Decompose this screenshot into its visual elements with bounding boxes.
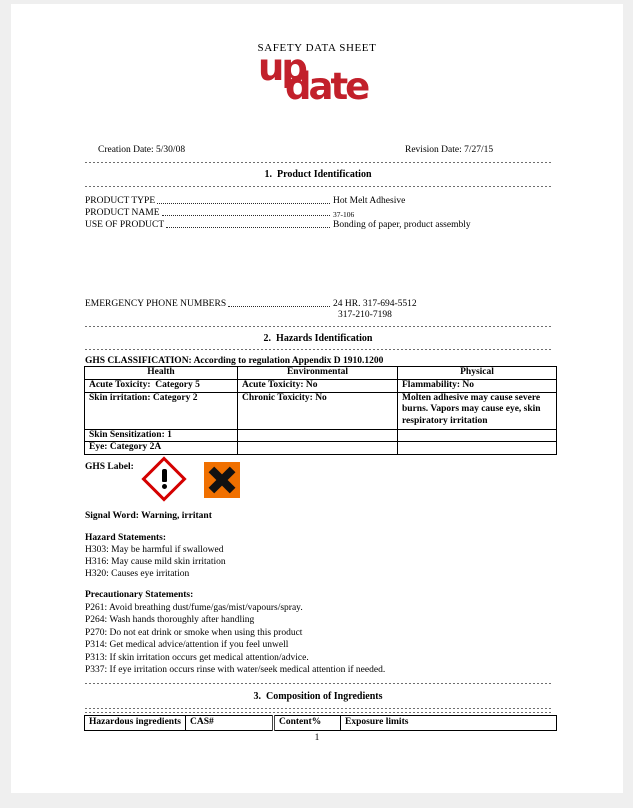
creation-date: Creation Date: 5/30/08 bbox=[98, 145, 186, 155]
use-of-product-row bbox=[85, 218, 551, 230]
cell: Skin Sensitization: 1 bbox=[85, 429, 238, 442]
table-row bbox=[85, 429, 557, 442]
ghs-classification-line: GHS CLASSIFICATION: According to regulation Appendix D 1910.1200 bbox=[85, 356, 384, 366]
table-header-row bbox=[85, 716, 557, 731]
product-type-value: Hot Melt Adhesive bbox=[333, 196, 406, 206]
precautionary-statements-title: Precautionary Statements: bbox=[85, 590, 194, 600]
sds-document-page bbox=[11, 4, 623, 793]
dashed-separator bbox=[85, 349, 552, 350]
emergency-phone-row bbox=[85, 297, 551, 309]
composition-table bbox=[84, 715, 557, 731]
table-row bbox=[85, 392, 557, 429]
cell bbox=[238, 429, 398, 442]
product-type-row bbox=[85, 194, 551, 206]
table-header-row bbox=[85, 367, 557, 380]
section-3-heading: 3. Composition of Ingredients bbox=[253, 691, 383, 702]
precautionary-statement: P313: If skin irritation occurs get medical attention/advice. bbox=[85, 652, 309, 663]
dotted-leader bbox=[162, 215, 330, 216]
dashed-separator bbox=[85, 186, 552, 187]
dashed-separator bbox=[85, 162, 552, 163]
emergency-phone-2: 317-210-7198 bbox=[338, 310, 392, 320]
signal-word-line: Signal Word: Warning, irritant bbox=[85, 511, 212, 521]
emergency-phone-label: EMERGENCY PHONE NUMBERS bbox=[85, 299, 227, 309]
cell: Acute Toxicity: Category 5 bbox=[85, 379, 238, 392]
product-name-label: PRODUCT NAME bbox=[85, 208, 160, 218]
dashed-separator bbox=[85, 712, 552, 713]
use-of-product-label: USE OF PRODUCT bbox=[85, 220, 165, 230]
hazard-statement: H320: Causes eye irritation bbox=[85, 569, 190, 579]
precautionary-statement: P264: Wash hands thoroughly after handling bbox=[85, 615, 255, 625]
logo-text-up: up bbox=[258, 46, 305, 89]
cell: Eye: Category 2A bbox=[85, 442, 238, 455]
logo-text-date: date bbox=[285, 65, 368, 108]
doc-title: SAFETY DATA SHEET bbox=[257, 42, 377, 54]
precautionary-statements-block bbox=[85, 589, 551, 677]
dotted-leader bbox=[157, 203, 330, 204]
dotted-leader bbox=[166, 227, 330, 228]
section-1-heading: 1. Product Identification bbox=[264, 169, 372, 180]
col-health: Health bbox=[85, 367, 238, 380]
cell bbox=[398, 429, 557, 442]
emergency-phone-rows bbox=[85, 297, 551, 321]
col-cas: CAS# bbox=[186, 716, 274, 731]
dotted-leader bbox=[228, 306, 330, 307]
col-content-percent: Content% bbox=[274, 716, 341, 731]
exclamation-mark-diamond-icon bbox=[141, 456, 186, 501]
page-number: 1 bbox=[314, 733, 320, 743]
use-of-product-value: Bonding of paper, product assembly bbox=[333, 220, 471, 230]
ghs-classification-table bbox=[84, 366, 557, 455]
product-type-label: PRODUCT TYPE bbox=[85, 196, 156, 206]
revision-date: Revision Date: 7/27/15 bbox=[405, 145, 494, 155]
table-row bbox=[85, 379, 557, 392]
cell: Molten adhesive may cause severe burns. Vapors may cause eye, skin respiratory irritation bbox=[398, 392, 557, 429]
precautionary-statement: P337: If eye irritation occurs rinse with water/seek medical attention if needed. bbox=[85, 665, 386, 675]
precautionary-statement: P314: Get medical advice/attention if you feel unwell bbox=[85, 640, 289, 650]
product-name-row bbox=[85, 206, 551, 218]
col-hazardous-ingredients: Hazardous ingredients bbox=[85, 716, 186, 731]
cell: Acute Toxicity: No bbox=[238, 379, 398, 392]
cell: Flammability: No bbox=[398, 379, 557, 392]
ghs-label-block bbox=[85, 452, 551, 514]
dashed-separator bbox=[85, 708, 552, 709]
section-2-heading: 2. Hazards Identification bbox=[263, 333, 373, 344]
exclamation-glyph bbox=[151, 466, 177, 492]
ghs-label-title: GHS Label: bbox=[85, 462, 134, 472]
emergency-phone-1: 24 HR. 317-694-5512 bbox=[333, 299, 417, 309]
irritant-cross-icon bbox=[204, 462, 240, 498]
dates-row bbox=[85, 145, 551, 157]
cell: Chronic Toxicity: No bbox=[238, 392, 398, 429]
precautionary-statement: P270: Do not eat drink or smoke when using this product bbox=[85, 627, 303, 638]
col-environmental: Environmental bbox=[238, 367, 398, 380]
hazard-statements-block bbox=[85, 532, 551, 580]
cell: Skin irritation: Category 2 bbox=[85, 392, 238, 429]
col-physical: Physical bbox=[398, 367, 557, 380]
product-name-value: 37-106 bbox=[333, 210, 355, 219]
col-exposure-limits: Exposure limits bbox=[341, 716, 557, 731]
hazard-statements-title: Hazard Statements: bbox=[85, 533, 166, 543]
dashed-separator bbox=[85, 326, 552, 327]
hazard-statement: H303: May be harmful if swallowed bbox=[85, 545, 224, 555]
hazard-statement: H316: May cause mild skin irritation bbox=[85, 557, 226, 567]
precautionary-statement: P261: Avoid breathing dust/fume/gas/mist/vapours/spray. bbox=[85, 602, 303, 613]
product-identification-rows bbox=[85, 194, 551, 230]
dashed-separator bbox=[85, 683, 552, 684]
